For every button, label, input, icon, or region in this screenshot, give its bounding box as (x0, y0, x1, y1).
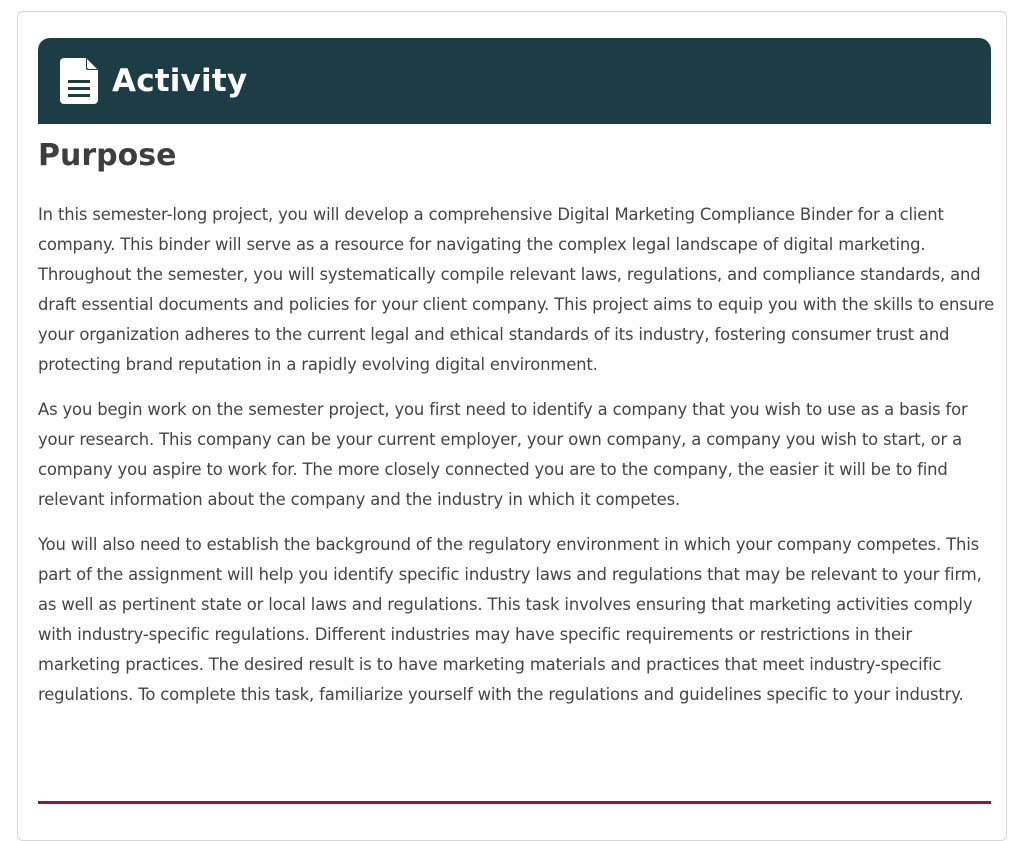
activity-banner (38, 38, 991, 124)
purpose-content (38, 200, 996, 725)
document-icon (60, 58, 100, 104)
section-heading: Purpose (38, 138, 177, 173)
paragraph-intro: In this semester-long project, you will develop a comprehensive Digital Marketing Compliance Binder for a client company. This binder will serve as a resource for navigating the complex legal landscape of digital marketing. Throughout the semester, you will systematically compile relevant laws, regulations, and compliance standards, and draft essential documents and policies for your client company. This project aims to equip you with the skills to ensure your organization adheres to the current legal and ethical standards of its industry, fostering consumer trust and protecting brand reputation in a rapidly evolving digital environment. (38, 205, 995, 374)
section-divider (38, 801, 991, 804)
paragraph-regulatory: You will also need to establish the background of the regulatory environment in which your company competes. This part of the assignment will help you identify specific industry laws and regulations that may be relevant to your firm, as well as pertinent state or local laws and regulations. This task involves ensuring that marketing activities comply with industry-specific regulations. Different industries may have specific requirements or restrictions in their marketing practices. The desired result is to have marketing materials and practices that meet industry-specific regulations. To complete this task, familiarize yourself with the regulations and guidelines specific to your industry. (38, 535, 982, 704)
activity-title: Activity (112, 63, 248, 99)
activity-card (17, 11, 1007, 841)
paragraph-company: As you begin work on the semester project, you first need to identify a company that you wish to use as a basis for your research. This company can be your current employer, your own company, a company you wish to start, or a company you aspire to work for. The more closely connected you are to the company, the easier it will be to find relevant information about the company and the industry in which it competes. (38, 400, 968, 509)
